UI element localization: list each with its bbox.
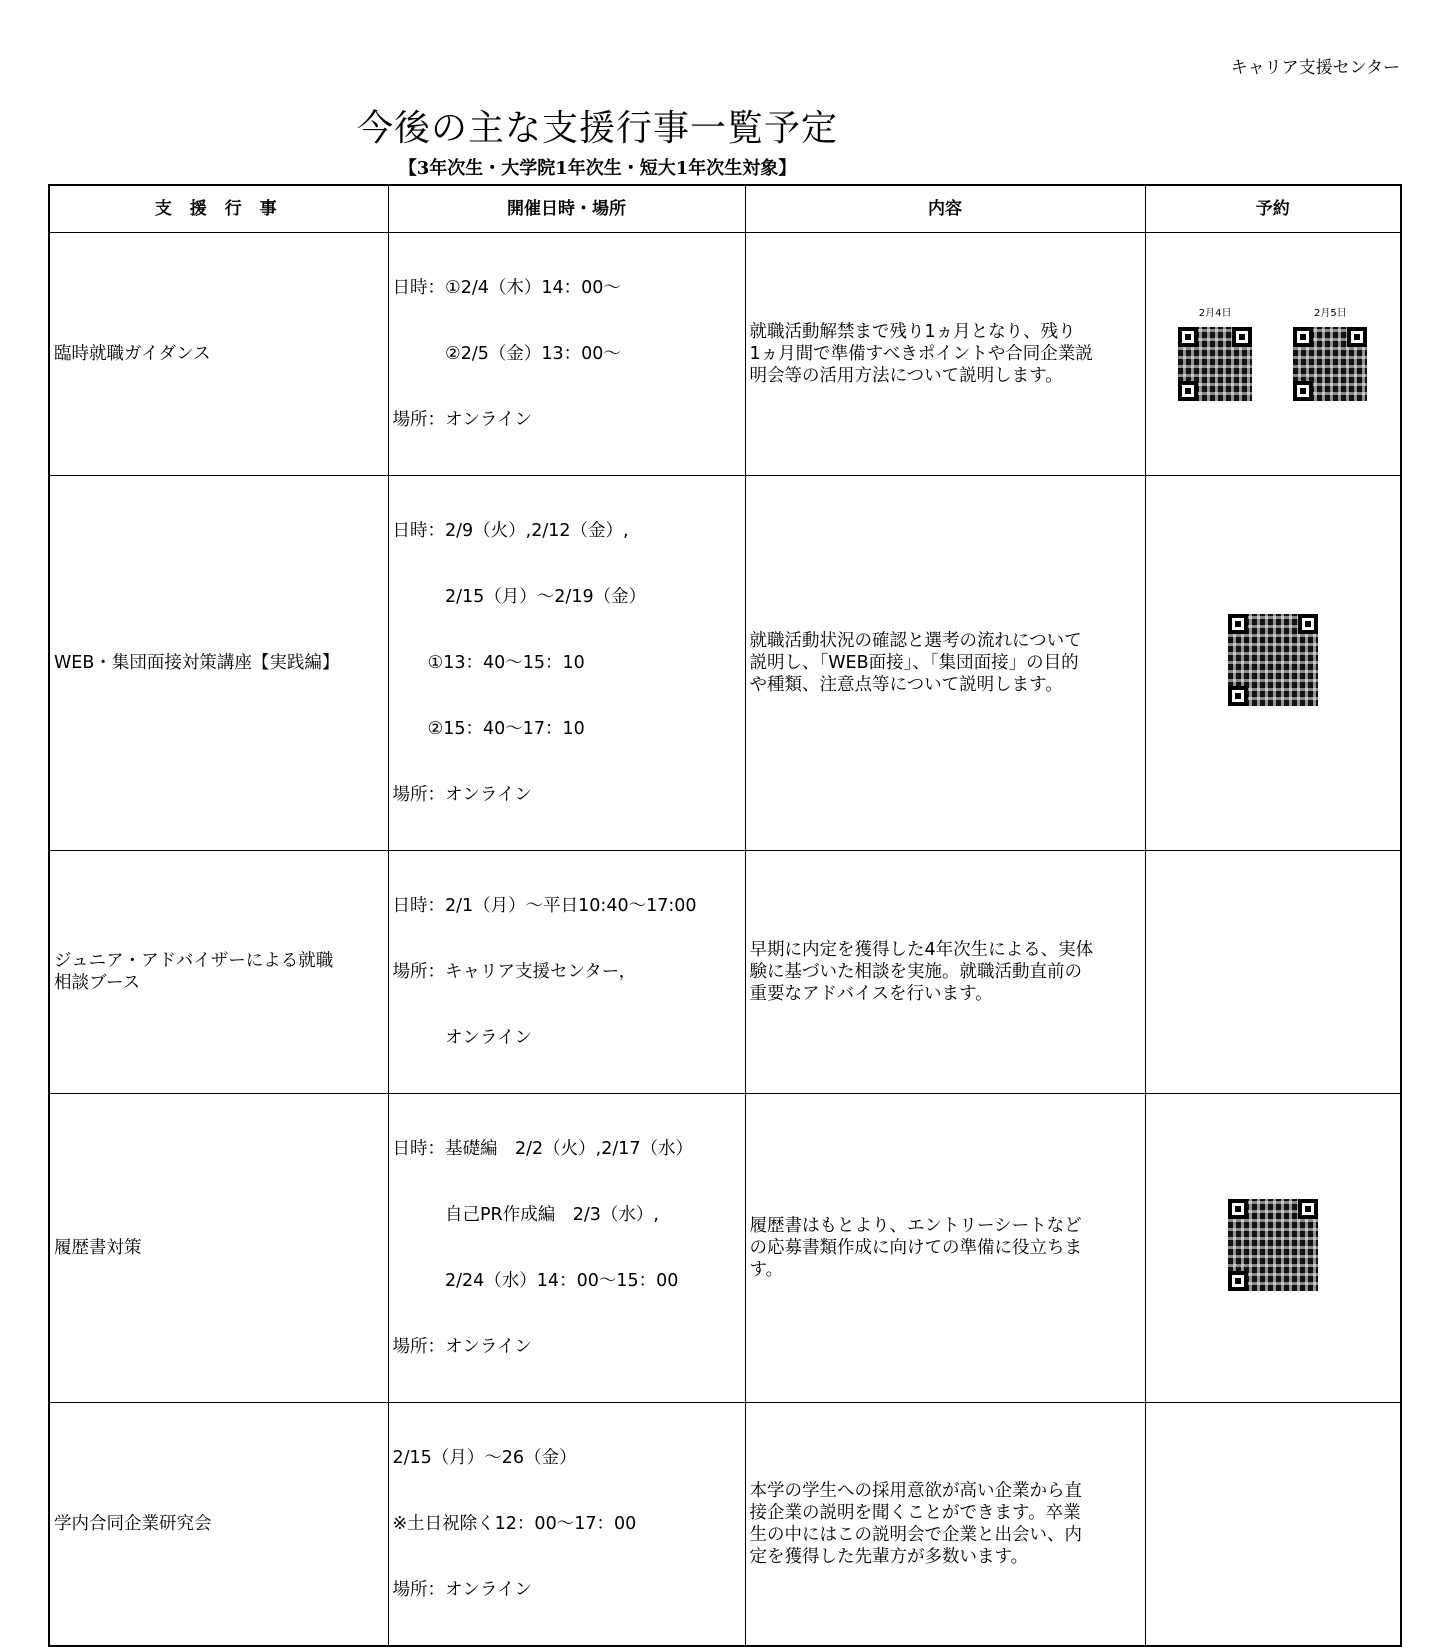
qr-label: 2月5日: [1314, 307, 1347, 319]
table-row: [49, 1093, 1401, 1402]
event-datetime-place: 日時：2/9（火）,2/12（金）, 2/15（月）～2/19（金） ①13：40～15：10 ②15：40～17：10 場所：オンライン: [388, 475, 745, 850]
event-content: 早期に内定を獲得した4年次生による、実体 験に基づいた相談を実施。就職活動直前の 重要なアドバイスを行います。: [745, 850, 1145, 1093]
table-row: [49, 850, 1401, 1093]
event-name: ジュニア・アドバイザーによる就職 相談ブース: [49, 850, 388, 1093]
header-datetime-place: 開催日時・場所: [388, 185, 745, 232]
reservation-cell: [1145, 232, 1401, 475]
qr-code-icon[interactable]: [1228, 614, 1318, 706]
table-row: [49, 1402, 1401, 1646]
table-row: [49, 232, 1401, 475]
event-datetime-place: 2/15（月）～26（金） ※土日祝除く12：00～17：00 場所：オンライン: [388, 1402, 745, 1646]
qr-code-icon[interactable]: [1293, 327, 1367, 401]
event-content: 就職活動状況の確認と選考の流れについて 説明し、「WEB面接」、「集団面接」の目的 や種類、注意点等について説明します。: [745, 475, 1145, 850]
event-content: 本学の学生への採用意欲が高い企業から直 接企業の説明を聞くことができます。卒業 生の中にはこの説明会で企業と出会い、内 定を獲得した先輩方が多数います。: [745, 1402, 1145, 1646]
page-subtitle: 【3年次生・大学院1年次生・短大1年次生対象】: [398, 158, 797, 179]
event-content: 履歴書はもとより、エントリーシートなど の応募書類作成に向けての準備に役立ちま す。: [745, 1093, 1145, 1402]
table-header-row: [49, 185, 1401, 232]
reservation-cell: [1145, 850, 1401, 1093]
event-datetime-place: 日時：2/1（月）～平日10:40～17:00 場所：キャリア支援センター， オンライン: [388, 850, 745, 1093]
header-content: 内容: [745, 185, 1145, 232]
event-datetime-place: 日時：①2/4（木）14：00～ ②2/5（金）13：00～ 場所：オンライン: [388, 232, 745, 475]
qr-code-icon[interactable]: [1228, 1199, 1318, 1291]
events-table: [48, 184, 1402, 1647]
event-content: 就職活動解禁まで残り1ヵ月となり、残り 1ヵ月間で準備すべきポイントや合同企業説 明会等の活用方法について説明します。: [745, 232, 1145, 475]
event-name: WEB・集団面接対策講座【実践編】: [49, 475, 388, 850]
reservation-cell: [1145, 1093, 1401, 1402]
header-reservation: 予約: [1145, 185, 1401, 232]
reservation-cell: [1145, 1402, 1401, 1646]
table-row: [49, 475, 1401, 850]
event-name: 履歴書対策: [49, 1093, 388, 1402]
event-datetime-place: 日時：基礎編 2/2（火）,2/17（水） 自己PR作成編 2/3（水）, 2/24（水）14：00～15：00 場所：オンライン: [388, 1093, 745, 1402]
organization-name: キャリア支援センター: [1230, 58, 1400, 78]
event-name: 臨時就職ガイダンス: [49, 232, 388, 475]
reservation-cell: [1145, 475, 1401, 850]
qr-label: 2月4日: [1198, 307, 1232, 319]
event-name: 学内合同企業研究会: [49, 1402, 388, 1646]
qr-code-icon[interactable]: [1178, 327, 1252, 401]
header-event: 支 援 行 事: [49, 185, 388, 232]
page-title: 今後の主な支援行事一覧予定: [356, 108, 838, 149]
